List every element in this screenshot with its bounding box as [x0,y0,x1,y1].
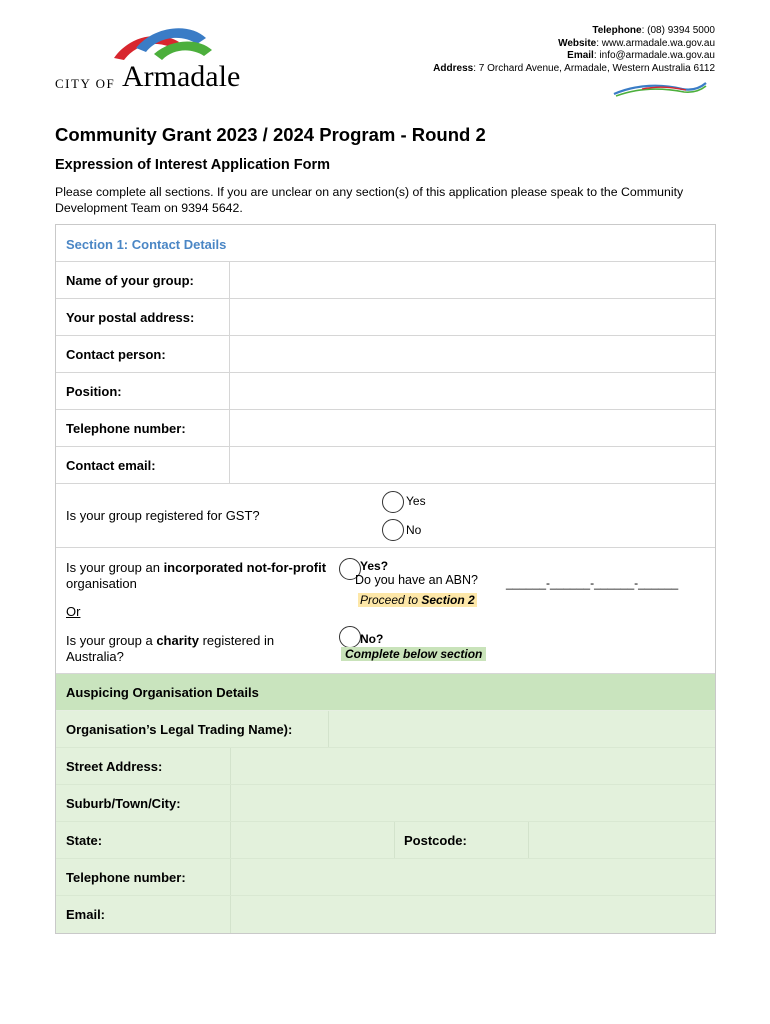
field-divider [528,822,529,858]
gst-no-radio[interactable] [382,519,404,541]
field-divider [230,822,231,858]
address-value: 7 Orchard Avenue, Armadale, Western Australia 6112 [478,62,715,74]
aus-email-label: Email: [66,907,106,922]
abn-question: Do you have an ABN? [355,573,478,587]
abn-input[interactable]: ______-______-______-______ [506,576,679,590]
group-name-row [56,262,715,299]
address-line: Address: 7 Orchard Avenue, Armadale, Western Australia 6112 [433,62,715,74]
incorporated-no-radio[interactable] [339,626,361,648]
intro-text: Please complete all sections. If you are unclear on any section(s) of this application please speak to the Community Development Team on 9394 5642. [55,185,684,215]
gst-row [56,484,715,548]
state-postcode-row [56,822,715,859]
incorporated-q-pre: Is your group an [66,560,164,575]
telephone-row [56,410,715,447]
field-divider [328,711,329,747]
aus-email-row [56,896,715,933]
email-line: Email: info@armadale.wa.gov.au [567,50,715,62]
logo-prefix: CITY OF [55,76,116,91]
proceed-note [358,593,477,607]
complete-below-note [341,647,486,661]
field-divider [394,822,395,858]
gst-question: Is your group registered for GST? [66,508,260,523]
legal-name-row [56,711,715,748]
website-label: Website [558,37,597,49]
gst-no-label: No [406,523,422,537]
gst-yes-label: Yes [406,494,426,508]
postcode-label: Postcode: [404,833,467,848]
or-text: Or [66,604,81,619]
website-line: Website: www.armadale.wa.gov.au [558,37,715,49]
contact-person-label: Contact person: [56,336,230,372]
field-divider [230,748,231,784]
field-divider [230,785,231,821]
auspicing-title: Auspicing Organisation Details [56,674,715,711]
suburb-label: Suburb/Town/City: [66,796,181,811]
charity-question [66,633,316,665]
contact-block [433,25,715,75]
email-label: Email [567,50,594,62]
group-name-input[interactable] [230,262,715,298]
position-input[interactable] [230,373,715,409]
legal-name-label: Organisation’s Legal Trading Name): [66,722,293,737]
proceed-pre: Proceed to [360,593,422,607]
contact-email-input[interactable] [230,447,715,483]
email-value[interactable]: info@armadale.wa.gov.au [599,50,715,62]
position-label: Position: [56,373,230,409]
aus-telephone-row [56,859,715,896]
document-title: Community Grant 2023 / 2024 Program - Round 2 [55,124,486,145]
gst-yes-radio[interactable] [382,491,404,513]
section1-title: Section 1: Contact Details [56,225,715,262]
state-label: State: [66,833,103,848]
postal-address-input[interactable] [230,299,715,335]
proceed-section-link[interactable]: Section 2 [421,593,475,607]
telephone-label: Telephone [592,25,642,36]
charity-q-bold: charity [156,633,199,648]
charity-q-pre: Is your group a [66,633,157,648]
position-row [56,373,715,410]
logo-name: Armadale [122,60,241,93]
website-value[interactable]: www.armadale.wa.gov.au [601,37,715,49]
auspicing-section [56,674,715,933]
complete-below-text: Complete below section [341,647,486,661]
incorporated-q-bold: incorporated not-for-profit [163,560,327,575]
incorporated-q-post: organisation [66,576,137,591]
telephone-label: Telephone number: [56,410,230,446]
street-address-row [56,748,715,785]
contact-person-input[interactable] [230,336,715,372]
street-address-label: Street Address: [66,759,163,774]
telephone-value: (08) 9394 5000 [647,25,715,36]
charity-q-post: registered in Australia? [66,633,275,664]
telephone-input[interactable] [230,410,715,446]
aus-telephone-label: Telephone number: [66,870,186,885]
field-divider [230,896,231,933]
document-subtitle: Expression of Interest Application Form [55,157,331,173]
incorporated-yes-label: Yes? [360,559,389,573]
city-of-armadale-logo [54,24,254,96]
group-name-label: Name of your group: [56,262,230,298]
incorporated-no-label: No? [360,632,384,646]
application-form [55,224,716,934]
address-label: Address [433,62,474,74]
postal-address-label: Your postal address: [56,299,230,335]
decorative-swoosh-icon [612,80,708,98]
postal-address-row [56,299,715,336]
contact-email-label: Contact email: [56,447,230,483]
suburb-row [56,785,715,822]
contact-email-row [56,447,715,484]
incorporated-row [56,548,715,674]
incorporated-question [66,560,328,592]
telephone-line: Telephone: (08) 9394 5000 [592,25,715,36]
contact-person-row [56,336,715,373]
field-divider [230,859,231,895]
